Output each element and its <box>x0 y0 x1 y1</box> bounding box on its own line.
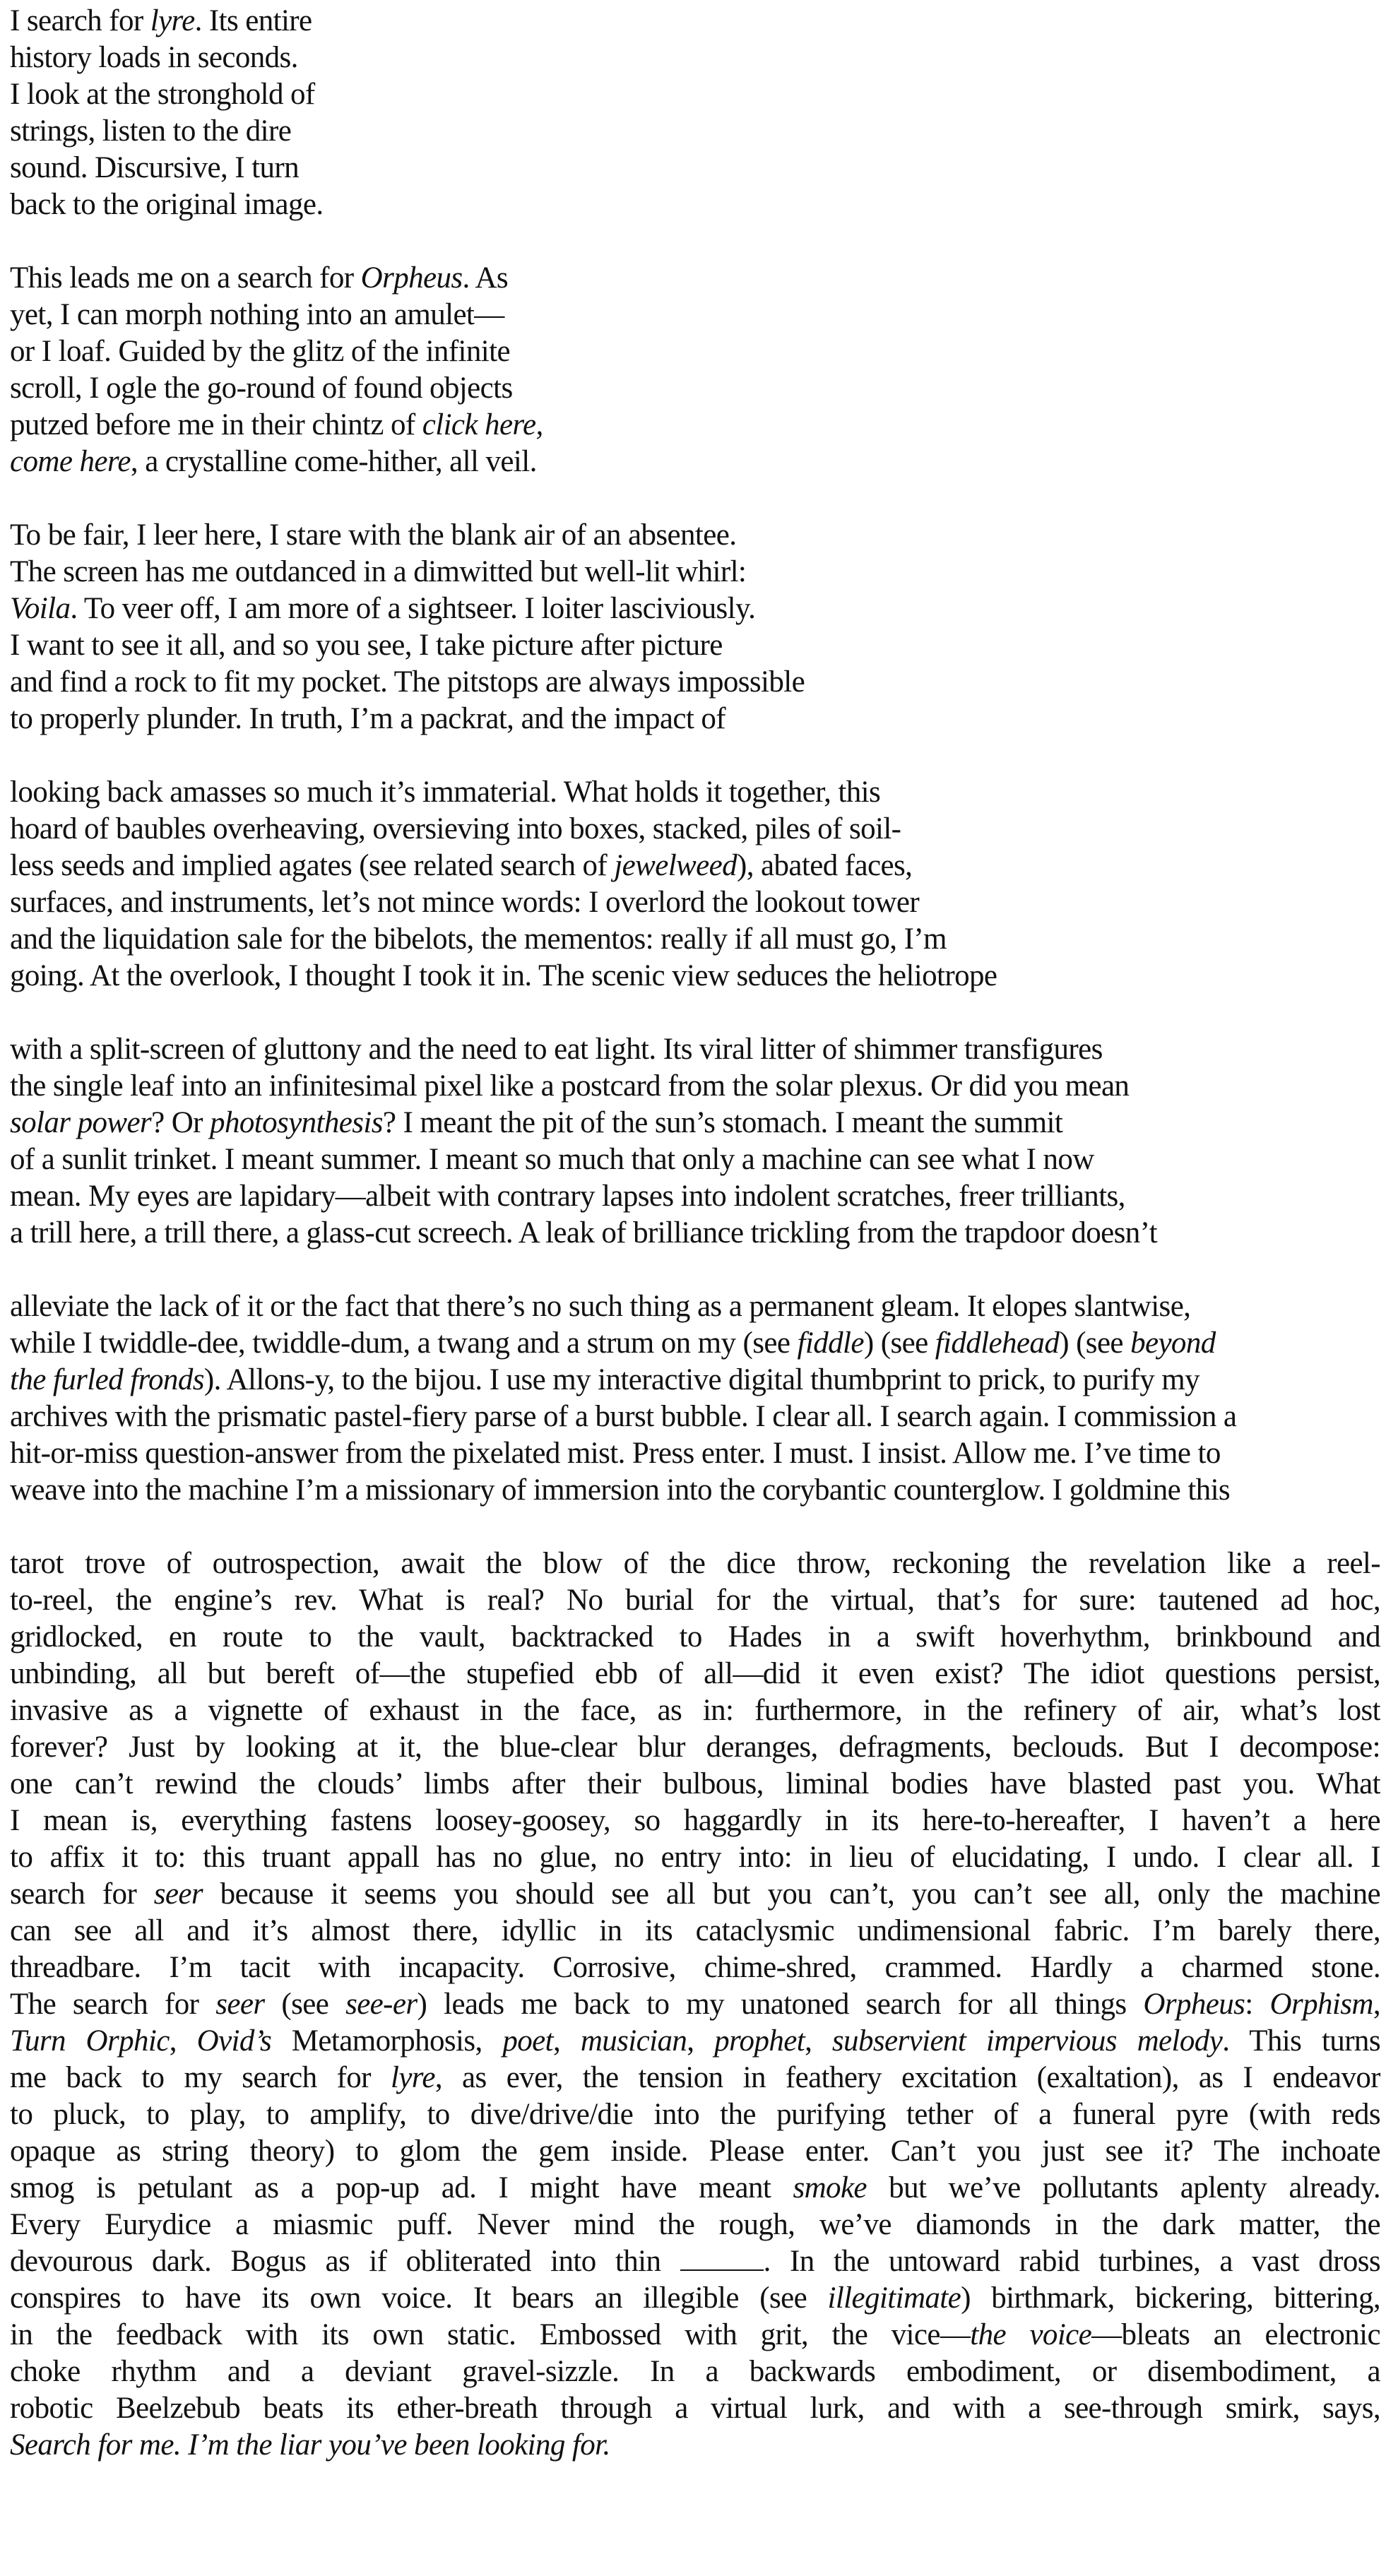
text-run: I want to see it all, and so you see, I take picture after picture <box>10 629 723 662</box>
poem-line <box>10 1141 1375 1178</box>
text-run: I look at the stronghold of <box>10 78 315 111</box>
poem-line <box>10 407 1375 444</box>
text-run: me back to my search for <box>10 2061 391 2094</box>
poem-line <box>10 1325 1375 1362</box>
text-run: I search for <box>10 4 150 37</box>
text-run: hoard of baubles overheaving, oversieving into boxes, stacked, piles of soil- <box>10 812 901 845</box>
text-run: ) birthmark, bickering, bittering, <box>961 2281 1380 2315</box>
text-run: , <box>687 2024 715 2058</box>
poem-line <box>10 333 1375 370</box>
poem-line <box>10 3 1375 40</box>
text-run: This leads me on a search for <box>10 261 361 295</box>
poem-line <box>10 1068 1375 1105</box>
poem-line <box>10 2170 1380 2207</box>
italic-term: click here, <box>422 408 543 441</box>
poem-line <box>10 2317 1380 2354</box>
stanza <box>10 260 1375 480</box>
text-run: surfaces, and instruments, let’s not mince words: I overlord the lookout tower <box>10 886 920 919</box>
text-run: scroll, I ogle the go-round of found objects <box>10 372 513 405</box>
text-run: but we’ve pollutants aplenty already. <box>866 2171 1380 2204</box>
poem-line <box>10 958 1375 995</box>
text-run: in the feedback with its own static. Embossed with grit, the vice— <box>10 2318 971 2351</box>
italic-term: lyre <box>390 2061 435 2094</box>
stanza <box>10 3 1375 223</box>
poem-line <box>10 1913 1380 1949</box>
poem-line <box>10 1215 1375 1252</box>
text-run: to affix it to: this truant appall has no glue, no entry into: in lieu of elucidating, I undo. I clear all. I <box>10 1841 1380 1874</box>
poem-line <box>10 1472 1375 1509</box>
text-run: . To veer off, I am more of a sightseer. I loiter lasciviously. <box>70 592 756 625</box>
poem-line <box>10 1619 1380 1656</box>
text-run: , <box>1373 1988 1380 2021</box>
poem-line <box>10 260 1375 297</box>
poem-line <box>10 2427 1380 2464</box>
italic-term: Voila <box>10 592 71 625</box>
text-run: smog is petulant as a pop-up ad. I might have meant <box>10 2171 793 2204</box>
italic-term: musician <box>580 2024 687 2058</box>
text-run: , <box>552 2024 581 2058</box>
text-run: ), abated faces, <box>737 849 913 882</box>
text-run: tarot trove of outrospection, await the blow of the dice throw, reckoning the revelation like a reel- <box>10 1547 1380 1580</box>
text-run: to properly plunder. In truth, I’m a packrat, and the impact of <box>10 702 725 735</box>
italic-term: Orphism <box>1269 1988 1373 2021</box>
italic-term: solar power <box>10 1106 152 1139</box>
text-run: yet, I can morph nothing into an amulet— <box>10 298 504 331</box>
text-run: , <box>169 2024 197 2058</box>
poem-line <box>10 444 1375 480</box>
poem-line <box>10 297 1375 333</box>
italic-term: come here <box>10 445 131 478</box>
text-run: looking back amasses so much it’s immaterial. What holds it together, this <box>10 776 881 809</box>
text-run: ). Allons-y, to the bijou. I use my interactive digital thumbprint to prick, to purify my <box>203 1363 1200 1396</box>
poem-line <box>10 1729 1380 1766</box>
poem-line <box>10 2280 1380 2317</box>
poem-line <box>10 1435 1375 1472</box>
text-run: with a split-screen of gluttony and the need to eat light. Its viral litter of shimmer transfigures <box>10 1033 1103 1066</box>
italic-term: prophet <box>714 2024 805 2058</box>
text-run: strings, listen to the dire <box>10 114 292 148</box>
poem-line <box>10 370 1375 407</box>
text-run: alleviate the lack of it or the fact that there’s no such thing as a permanent gleam. It elopes slantwise, <box>10 1290 1191 1323</box>
fill-in-blank <box>680 2244 764 2271</box>
text-run: Metamorphosis, <box>271 2024 503 2058</box>
text-run: ? Or <box>151 1106 211 1139</box>
italic-term: subservient impervious melody <box>831 2024 1223 2058</box>
italic-term: the furled fronds <box>10 1363 204 1396</box>
poem-line <box>10 517 1375 554</box>
poem-line <box>10 1288 1375 1325</box>
text-run: search for <box>10 1877 154 1911</box>
text-run: ? I meant the pit of the sun’s stomach. I meant the summit <box>382 1106 1063 1139</box>
poem-line <box>10 2133 1380 2170</box>
poem-line <box>10 186 1375 223</box>
text-run: ) leads me back to my unatoned search for all things <box>417 1988 1144 2021</box>
text-run: , a crystalline come-hither, all veil. <box>130 445 537 478</box>
italic-term: lyre <box>150 4 195 37</box>
text-run: can see all and it’s almost there, idyllic in its cataclysmic undimensional fabric. I’m barely there, <box>10 1914 1380 1947</box>
text-run: weave into the machine I’m a missionary of immersion into the corybantic counterglow. I goldmine this <box>10 1473 1231 1507</box>
italic-term: seer <box>215 1988 265 2021</box>
poem-line <box>10 1031 1375 1068</box>
text-run: to-reel, the engine’s rev. What is real? No burial for the virtual, that’s for sure: tautened ad hoc, <box>10 1584 1380 1617</box>
poem-line <box>10 150 1375 186</box>
poem-line <box>10 1582 1380 1619</box>
poem-line <box>10 2243 1380 2280</box>
stanza <box>10 1031 1375 1252</box>
text-run: and find a rock to fit my pocket. The pitstops are always impossible <box>10 665 805 699</box>
poem-line <box>10 1656 1380 1692</box>
poem-line <box>10 2207 1380 2243</box>
text-run: gridlocked, en route to the vault, backtracked to Hades in a swift hoverhythm, brinkbound and <box>10 1620 1380 1654</box>
italic-term: seer <box>153 1877 203 1911</box>
text-run: to pluck, to play, to amplify, to dive/drive/die into the purifying tether of a funeral pyre (with reds <box>10 2098 1380 2131</box>
poem-line <box>10 2096 1380 2133</box>
text-run: . Its entire <box>194 4 312 37</box>
text-run: conspires to have its own voice. It bears an illegible (see <box>10 2281 828 2315</box>
text-run: ) (see <box>1059 1326 1131 1360</box>
text-run: back to the original image. <box>10 188 324 221</box>
poem-line <box>10 1545 1380 1582</box>
italic-term: jewelweed <box>614 849 738 882</box>
text-run: : <box>1245 1988 1270 2021</box>
poem-line <box>10 2390 1380 2427</box>
text-run: archives with the prismatic pastel-fiery parse of a burst bubble. I clear all. I search again. I commission a <box>10 1400 1237 1433</box>
text-run: . This turns <box>1222 2024 1380 2058</box>
poem-line <box>10 811 1375 848</box>
text-run: less seeds and implied agates (see related search of <box>10 849 615 882</box>
text-run: putzed before me in their chintz of <box>10 408 422 441</box>
poem-line <box>10 1178 1375 1215</box>
text-run: , as ever, the tension in feathery excitation (exaltation), as I endeavor <box>434 2061 1380 2094</box>
text-run: mean. My eyes are lapidary—albeit with contrary lapses into indolent scratches, freer trilliants, <box>10 1180 1125 1213</box>
italic-term: Orpheus <box>360 261 463 295</box>
text-run: The search for <box>10 1988 216 2021</box>
text-run: one can’t rewind the clouds’ limbs after their bulbous, liminal bodies have blasted past you. What <box>10 1767 1380 1800</box>
italic-term: photosynthesis <box>210 1106 383 1139</box>
poem-line <box>10 113 1375 150</box>
poem-line <box>10 1362 1375 1399</box>
text-run: going. At the overlook, I thought I took it in. The scenic view seduces the heliotrope <box>10 959 997 992</box>
italic-term: Search for me. I’m the liar you’ve been looking for. <box>10 2428 610 2462</box>
italic-term: poet <box>502 2024 553 2058</box>
poem-line <box>10 1986 1380 2023</box>
text-run: invasive as a vignette of exhaust in the face, as in: furthermore, in the refinery of air, what’s lost <box>10 1694 1380 1727</box>
italic-term: fiddle <box>797 1326 864 1360</box>
poem-line <box>10 1803 1380 1839</box>
poem-line <box>10 2023 1380 2060</box>
text-run: hit-or-miss question-answer from the pixelated mist. Press enter. I must. I insist. Allow me. I’ve time to <box>10 1437 1221 1470</box>
text-run: To be fair, I leer here, I stare with the blank air of an absentee. <box>10 518 737 552</box>
text-run: , <box>805 2024 832 2058</box>
text-run: devourous dark. Bogus as if obliterated into thin <box>10 2245 680 2278</box>
poem-line <box>10 1692 1380 1729</box>
text-run: . As <box>462 261 509 295</box>
text-run: The screen has me outdanced in a dimwitted but well-lit whirl: <box>10 555 747 588</box>
italic-term: smoke <box>793 2171 867 2204</box>
text-run: I mean is, everything fastens loosey-goosey, so haggardly in its here-to-hereafter, I haven’t a here <box>10 1804 1380 1837</box>
stanza <box>10 774 1375 995</box>
text-run: because it seems you should see all but you can’t, you can’t see all, only the machine <box>203 1877 1380 1911</box>
text-run: threadbare. I’m tacit with incapacity. Corrosive, chime-shred, crammed. Hardly a charmed stone. <box>10 1951 1380 1984</box>
text-run: opaque as string theory) to glom the gem inside. Please enter. Can’t you just see it? The inchoate <box>10 2135 1380 2168</box>
text-run: Every Eurydice a miasmic puff. Never mind the rough, we’ve diamonds in the dark matter, the <box>10 2208 1380 2241</box>
poem-line <box>10 1105 1375 1141</box>
poem-line <box>10 884 1375 921</box>
poem-line <box>10 2060 1380 2096</box>
poem-line <box>10 1399 1375 1435</box>
text-run: (see <box>264 1988 346 2021</box>
poem-line <box>10 76 1375 113</box>
poem-line <box>10 1949 1380 1986</box>
italic-term: Orpheus <box>1143 1988 1245 2021</box>
text-run: and the liquidation sale for the bibelots, the mementos: really if all must go, I’m <box>10 922 947 956</box>
poem-line <box>10 921 1375 958</box>
text-run: of a sunlit trinket. I meant summer. I meant so much that only a machine can see what I now <box>10 1143 1094 1176</box>
italic-term: the voice <box>970 2318 1092 2351</box>
text-run: a trill here, a trill there, a glass-cut screech. A leak of brilliance trickling from the trapdoor doesn’t <box>10 1216 1157 1250</box>
text-run: choke rhythm and a deviant gravel-sizzle. In a backwards embodiment, or disembodiment, a <box>10 2355 1380 2388</box>
italic-term: see-er <box>345 1988 417 2021</box>
text-run: while I twiddle-dee, twiddle-dum, a twang and a strum on my (see <box>10 1326 798 1360</box>
text-run: forever? Just by looking at it, the blue-clear blur deranges, defragments, beclouds. But I decompose: <box>10 1731 1380 1764</box>
poem-line <box>10 664 1375 701</box>
italic-term: illegitimate <box>827 2281 961 2315</box>
poem-line <box>10 774 1375 811</box>
text-run: ) (see <box>863 1326 935 1360</box>
poem-line <box>10 1876 1380 1913</box>
poem-line <box>10 1839 1380 1876</box>
poem-line <box>10 701 1375 737</box>
text-run: sound. Discursive, I turn <box>10 151 299 184</box>
text-run: —bleats an electronic <box>1091 2318 1380 2351</box>
text-run: history loads in seconds. <box>10 41 298 74</box>
italic-term: beyond <box>1130 1326 1216 1360</box>
poem-line <box>10 848 1375 884</box>
text-run: or I loaf. Guided by the glitz of the infinite <box>10 335 510 368</box>
poem-line <box>10 627 1375 664</box>
poem-line <box>10 590 1375 627</box>
poem-line <box>10 554 1375 590</box>
text-run: unbinding, all but bereft of—the stupefied ebb of all—did it even exist? The idiot questions persist, <box>10 1657 1380 1690</box>
italic-term: fiddlehead <box>935 1326 1060 1360</box>
text-run: robotic Beelzebub beats its ether-breath through a virtual lurk, and with a see-through smirk, says, <box>10 2392 1380 2425</box>
poem-line <box>10 2354 1380 2390</box>
italic-term: Ovid’s <box>196 2024 272 2058</box>
poem-line <box>10 40 1375 76</box>
poem-line <box>10 1766 1380 1803</box>
text-run: . In the untoward rabid turbines, a vast dross <box>763 2245 1380 2278</box>
italic-term: Turn Orphic <box>10 2024 170 2058</box>
stanza <box>10 1545 1380 2464</box>
text-run: the single leaf into an infinitesimal pixel like a postcard from the solar plexus. Or did you mean <box>10 1069 1130 1103</box>
stanza <box>10 517 1375 737</box>
stanza <box>10 1288 1375 1509</box>
